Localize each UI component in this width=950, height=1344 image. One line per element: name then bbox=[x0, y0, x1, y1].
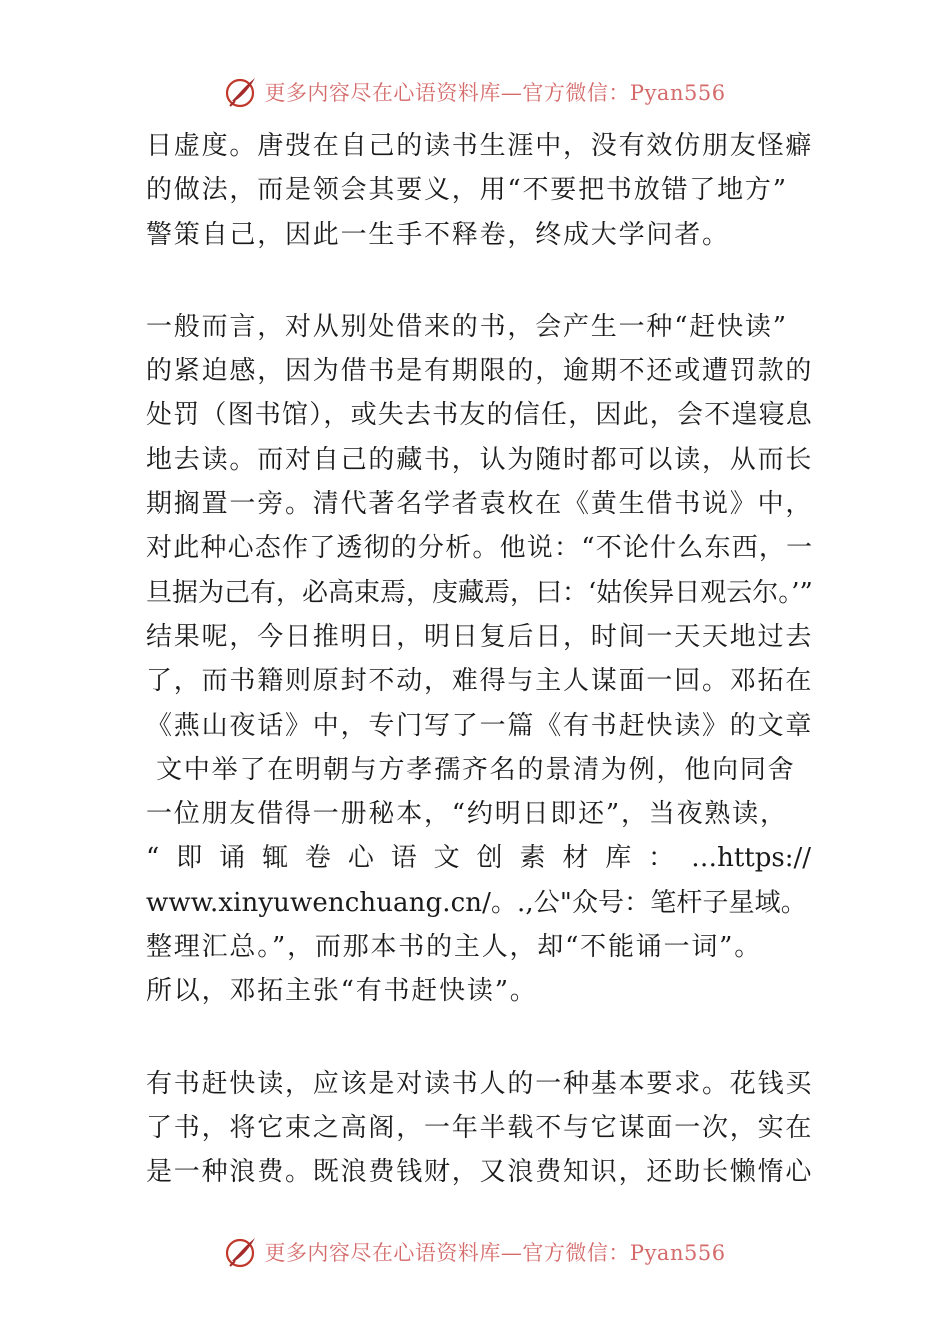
header-banner bbox=[0, 72, 950, 112]
text-line: 处罚（图书馆），或失去书友的信任，因此，会不遑寝息 bbox=[146, 400, 814, 431]
text-line: 是一种浪费。既浪费钱财，又浪费知识，还助长懒惰心 bbox=[146, 1157, 814, 1188]
text-line: 《燕山夜话》中，专门写了一篇《有书赶快读》的文章 bbox=[146, 710, 814, 741]
text-line: 整理汇总。”，而那本书的主人，却“不能诵一词”。 bbox=[146, 932, 763, 963]
paragraph-1 bbox=[146, 124, 814, 257]
text-line: 了书，将它束之高阁，一年半载不与它谋面一次，实在 bbox=[146, 1112, 814, 1143]
text-line: 旦据为己有，必高束焉，庋藏焉，曰：‘姑俟异日观云尔。’” bbox=[146, 577, 813, 608]
document-body bbox=[146, 124, 814, 1243]
text-line: 的紧迫感，因为借书是有期限的，逾期不还或遭罚款的 bbox=[146, 356, 814, 387]
paragraph-3 bbox=[146, 1062, 814, 1195]
text-line: 的做法，而是领会其要义，用“不要把书放错了地方” bbox=[146, 175, 788, 206]
footer-banner-text: 更多内容尽在心语资料库—官方微信：Pyan556 bbox=[264, 1241, 726, 1265]
text-line: 警策自己，因此一生手不释卷，终成大学问者。 bbox=[146, 219, 730, 250]
text-line: 日虚度。唐弢在自己的读书生涯中，没有效仿朋友怪癖 bbox=[146, 131, 814, 161]
text-line-link: www.xinyuwenchuang.cn/。.,公"众号：笔杆子星域。 bbox=[146, 887, 807, 918]
paragraph-2 bbox=[146, 305, 814, 1014]
text-line: 结果呢，今日推明日，明日复后日，时间一天天地过去 bbox=[146, 621, 814, 652]
footer-banner bbox=[0, 1232, 950, 1272]
text-line: 一般而言，对从别处借来的书，会产生一种“赶快读” bbox=[146, 311, 788, 342]
text-line: 文中举了在明朝与方孝孺齐名的景清为例，他向同舍 bbox=[146, 754, 796, 785]
text-line: 期搁置一旁。清代著名学者袁枚在《黄生借书说》中， bbox=[146, 489, 814, 520]
header-banner-text: 更多内容尽在心语资料库—官方微信：Pyan556 bbox=[264, 81, 726, 105]
quill-logo-icon bbox=[224, 75, 258, 109]
quill-logo-icon bbox=[224, 1235, 258, 1269]
text-line: 了，而书籍则原封不动，难得与主人谋面一回。邓拓在 bbox=[146, 666, 814, 697]
text-line: 地去读。而对自己的藏书，认为随时都可以读，从而长 bbox=[146, 444, 814, 475]
text-line: 有书赶快读，应该是对读书人的一种基本要求。花钱买 bbox=[146, 1068, 814, 1099]
text-line: 对此种心态作了透彻的分析。他说：“不论什么东西，一 bbox=[146, 533, 814, 564]
text-line-link: “即诵辄卷心语文创素材库：…https:// bbox=[146, 843, 811, 874]
text-line: 一位朋友借得一册秘本，“约明日即还”，当夜熟读， bbox=[146, 799, 788, 830]
text-line: 所以，邓拓主张“有书赶快读”。 bbox=[146, 976, 538, 1007]
